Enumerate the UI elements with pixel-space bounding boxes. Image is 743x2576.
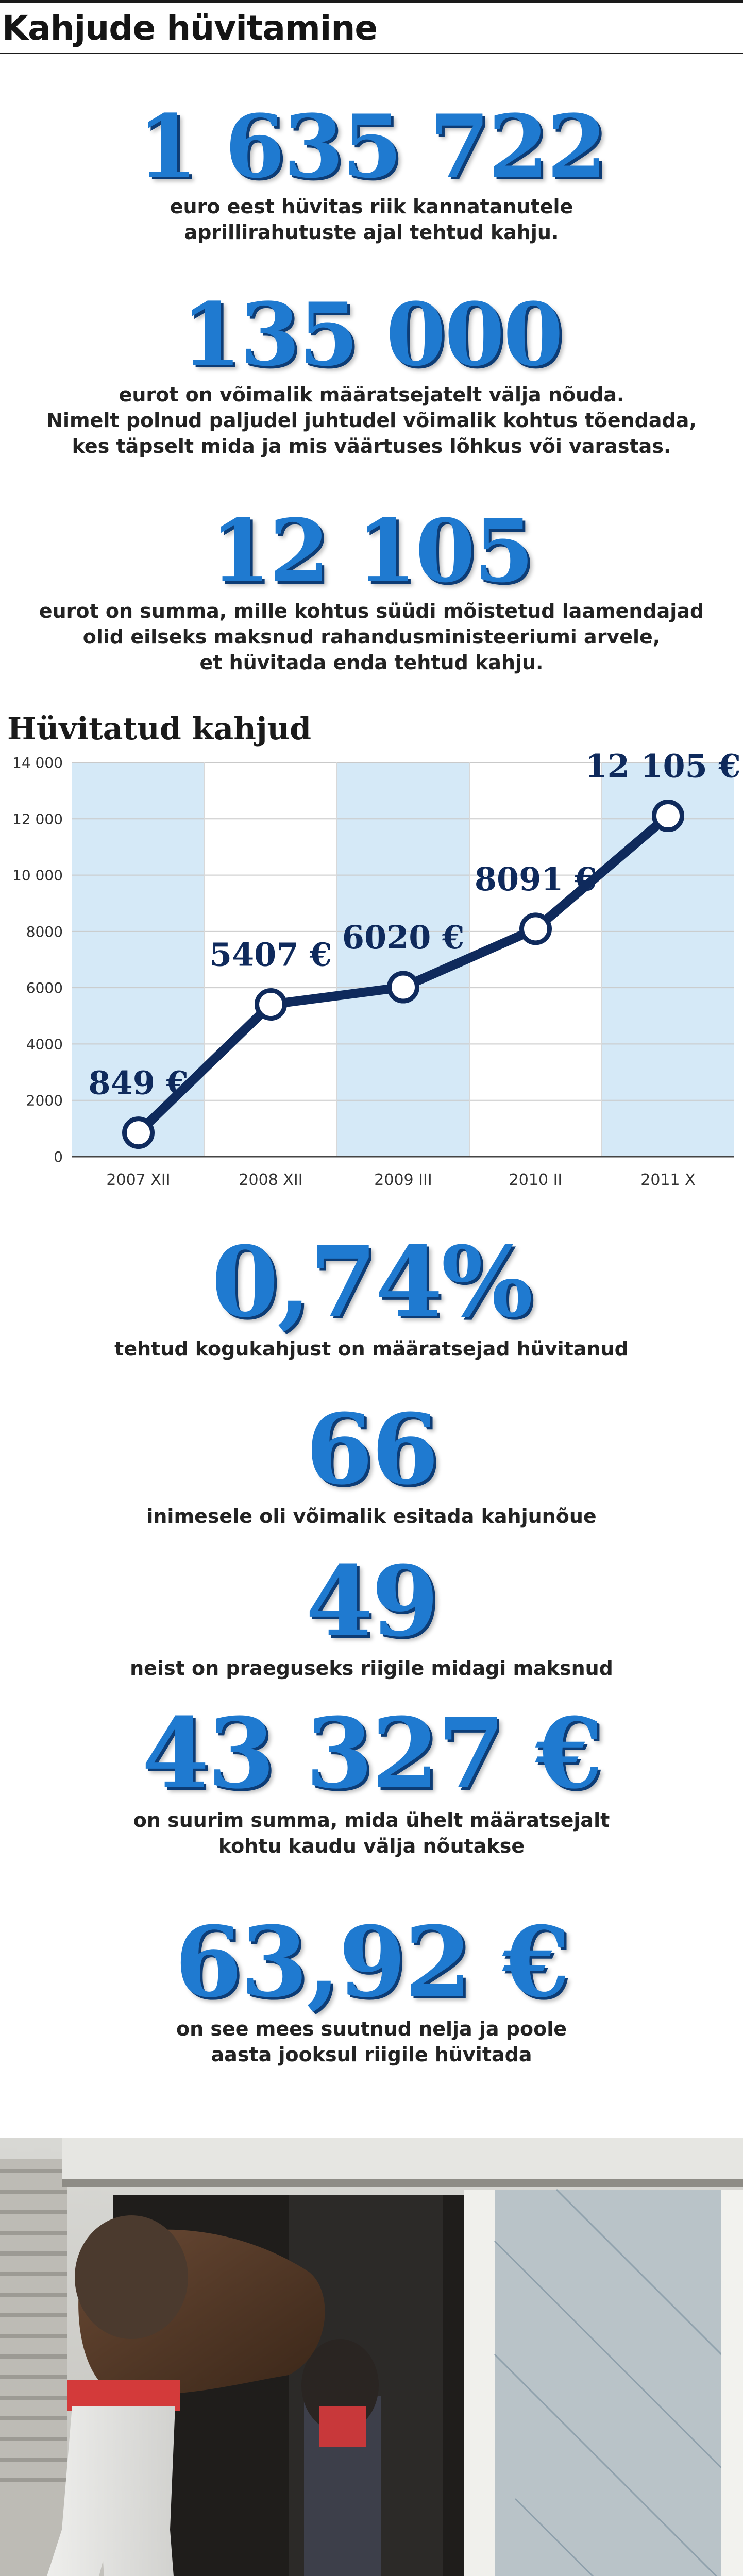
data-label: 5407 € [209, 936, 332, 974]
stat-number: 1 635 722 [137, 95, 606, 197]
data-point [654, 802, 682, 830]
y-tick-label: 2000 [26, 1092, 63, 1109]
stat-total-compensated [0, 95, 743, 245]
stat-text: eurot on summa, mille kohtus süüdi mõistetud laamendajad olid eilseks maksnud rahandusministeeriumi arvele, et hüvitada enda tehtud kahju. [39, 600, 704, 674]
x-tick-label: 2007 XII [106, 1171, 171, 1189]
chart-band [337, 762, 469, 1157]
x-tick-label: 2008 XII [239, 1171, 303, 1189]
stat-number: 49 [306, 1545, 437, 1658]
stat-percent-compensated [0, 1225, 743, 1362]
x-tick-label: 2009 III [374, 1171, 432, 1189]
stat-text: on see mees suutnud nelja ja poole aasta jooksul riigile hüvitada [176, 2018, 567, 2066]
data-label: 6020 € [342, 919, 465, 957]
x-tick-label: 2010 II [509, 1171, 563, 1189]
stat-have-paid [0, 1545, 743, 1681]
title-rule [0, 53, 743, 54]
y-tick-label: 8000 [26, 923, 63, 940]
stat-text: on suurim summa, mida ühelt määratsejalt kohtu kaudu välja nõutakse [133, 1809, 610, 1857]
stat-text: inimesele oli võimalik esitada kahjunõue [146, 1505, 597, 1528]
stat-number: 63,92 € [175, 1905, 568, 2019]
stat-claimable [0, 283, 743, 459]
data-point [257, 991, 285, 1019]
y-tick-label: 4000 [26, 1036, 63, 1053]
y-tick-label: 6000 [26, 979, 63, 997]
page-title: Kahjude hüvitamine [2, 8, 378, 48]
stat-number: 66 [306, 1393, 437, 1506]
y-tick-label: 14 000 [12, 754, 63, 771]
data-label: 12 105 € [585, 750, 741, 785]
y-tick-label: 0 [54, 1148, 63, 1165]
stat-number: 135 000 [181, 283, 562, 385]
stat-text: tehtud kogukahjust on määratsejad hüvitanud [114, 1337, 629, 1360]
chart-title: Hüvitatud kahjud [7, 711, 312, 747]
data-point [125, 1119, 153, 1147]
y-tick-label: 12 000 [12, 810, 63, 828]
data-point [390, 973, 417, 1001]
riot-photo [0, 2138, 743, 2576]
data-label: 8091 € [474, 860, 597, 898]
y-tick-label: 10 000 [12, 867, 63, 884]
stat-text: eurot on võimalik määratsejatelt välja nõuda. Nimelt polnud paljudel juhtudel võimalik kohtus tõendada, kes täpselt mida ja mis väärtuses lõhkus või varastas. [46, 383, 697, 457]
data-label: 849 € [88, 1064, 189, 1102]
stat-text: neist on praeguseks riigile midagi maksnud [130, 1657, 613, 1680]
stat-number: 12 105 [210, 500, 533, 602]
stat-one-man-paid [0, 1905, 743, 2067]
compensation-line-chart [0, 750, 743, 1216]
x-tick-label: 2011 X [640, 1171, 696, 1189]
stat-largest-claim [0, 1697, 743, 1859]
stat-number: 0,74% [211, 1225, 532, 1339]
stat-paid-by-rioters [0, 500, 743, 675]
stat-text: euro eest hüvitas riik kannatanutele aprillirahutuste ajal tehtud kahju. [170, 195, 573, 244]
stat-number: 43 327 € [142, 1697, 601, 1810]
stat-claims-possible [0, 1393, 743, 1529]
data-point [522, 915, 550, 943]
title-bar [0, 0, 743, 54]
